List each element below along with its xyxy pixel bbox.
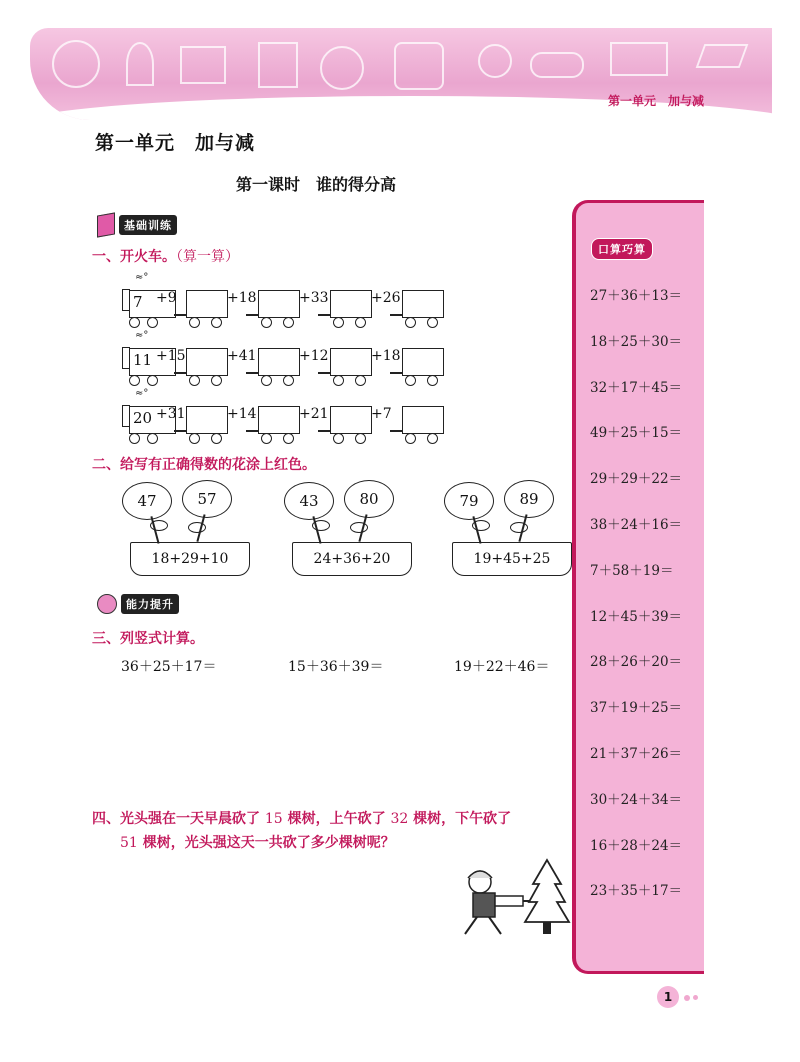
book-icon (180, 46, 226, 84)
section-improve (97, 594, 179, 614)
flower-right-number: 57 (197, 490, 217, 508)
q4-text-c: 棵树，下午砍了 (413, 811, 512, 827)
wheel-icon (355, 375, 366, 386)
sidebar-exercise: 32＋17＋45＝ (590, 379, 683, 396)
train-car-answer-box[interactable] (402, 348, 444, 376)
train-operator: +12 (299, 348, 329, 364)
q3-expr-2: 15＋36＋39＝ (288, 659, 384, 675)
wheel-icon (211, 317, 222, 328)
wheel-icon (261, 433, 272, 444)
wheel-icon (427, 375, 438, 386)
train-car-answer-box[interactable] (186, 348, 228, 376)
train-row (121, 272, 451, 322)
sidebar-exercise: 16＋28＋24＝ (590, 837, 683, 854)
q3-expr-1: 36＋25＋17＝ (121, 659, 217, 675)
train-car-answer-box[interactable] (330, 406, 372, 434)
smoke-icon: ≈° (135, 272, 149, 283)
wheel-icon (405, 375, 416, 386)
train-car-answer-box[interactable] (258, 290, 300, 318)
train-start-number: 11 (133, 351, 153, 369)
wheel-icon (129, 375, 140, 386)
sidebar-exercise: 18＋25＋30＝ (590, 333, 683, 350)
magnifier-icon (478, 44, 512, 78)
mental-math-sidebar (572, 200, 704, 974)
train-start-number: 7 (133, 293, 143, 311)
sidebar-exercise: 12＋45＋39＝ (590, 608, 683, 625)
train-start-number: 20 (133, 409, 153, 427)
train-car-answer-box[interactable] (402, 406, 444, 434)
flower-left[interactable] (444, 482, 494, 520)
train-operator: +26 (371, 290, 401, 306)
sidebar-exercise: 38＋24＋16＝ (590, 517, 683, 533)
graduation-cap-icon (696, 44, 749, 68)
wheel-icon (333, 433, 344, 444)
wheel-icon (129, 433, 140, 444)
wheel-icon (427, 433, 438, 444)
books-icon (97, 212, 115, 237)
flower-left[interactable] (122, 482, 172, 520)
q4-line1 (92, 808, 562, 828)
flower-pot-expression (292, 542, 412, 576)
train-car-answer-box[interactable] (330, 348, 372, 376)
helmet-icon (468, 871, 492, 878)
q4-text-a: 四、光头强在一天早晨砍了 (92, 811, 260, 827)
wheel-icon (189, 375, 200, 386)
q4-line2 (120, 832, 395, 852)
unit-title: 第一单元 加与减 (95, 132, 256, 154)
glasses-icon (530, 52, 584, 78)
sidebar-exercise: 37＋19＋25＝ (590, 700, 683, 717)
train-car-answer-box[interactable] (186, 290, 228, 318)
q4-number-1: 15 (264, 811, 283, 827)
flower-right[interactable] (344, 480, 394, 518)
compass-icon (126, 42, 154, 86)
flower-left-number: 79 (459, 492, 479, 510)
wheel-icon (405, 433, 416, 444)
leaf-icon (350, 522, 368, 533)
train-operator: +21 (299, 406, 329, 422)
page-number: 1 (657, 986, 679, 1008)
train-operator: +14 (227, 406, 257, 422)
wheel-icon (355, 317, 366, 328)
wheel-icon (333, 317, 344, 328)
sidebar-exercise: 28＋26＋20＝ (590, 654, 683, 671)
train-car-answer-box[interactable] (402, 290, 444, 318)
flower-pot-text: 24+36+20 (313, 551, 391, 567)
lesson-title: 第一课时 谁的得分高 (236, 175, 397, 194)
train-operator: +9 (156, 290, 177, 306)
wheel-icon (355, 433, 366, 444)
alarm-clock-icon (320, 46, 364, 90)
leaf-icon (150, 520, 168, 531)
notebook-icon (258, 42, 298, 88)
q3-expr-3: 19＋22＋46＝ (454, 659, 550, 675)
leaf-icon (510, 522, 528, 533)
wheel-icon (333, 375, 344, 386)
sidebar-exercise: 27＋36＋13＝ (590, 288, 683, 304)
flower-right[interactable] (504, 480, 554, 518)
sidebar-exercise: 7＋58＋19＝ (590, 562, 674, 579)
wheel-icon (427, 317, 438, 328)
leaf-icon (312, 520, 330, 531)
section-improve-badge: 能力提升 (121, 594, 179, 614)
q1-hint: （算一算） (176, 249, 239, 265)
train-row (121, 388, 451, 438)
flower-pot-expression (452, 542, 572, 576)
sidebar-exercise: 21＋37＋26＝ (590, 746, 683, 762)
train-operator: +18 (371, 348, 401, 364)
section-basic (97, 214, 177, 236)
wheel-icon (129, 317, 140, 328)
sidebar-exercise: 23＋35＋17＝ (590, 883, 683, 900)
q4-number-2: 32 (390, 811, 409, 827)
train-operator: +41 (227, 348, 257, 364)
sidebar-exercise: 30＋24＋34＝ (590, 791, 683, 808)
wheel-icon (211, 433, 222, 444)
train-car-answer-box[interactable] (258, 348, 300, 376)
sidebar-exercise: 29＋29＋22＝ (590, 471, 683, 488)
schoolbag-icon (394, 42, 444, 90)
flower-right[interactable] (182, 480, 232, 518)
train-car-answer-box[interactable] (330, 290, 372, 318)
lumberjack-body (473, 893, 495, 917)
smoke-icon: ≈° (135, 330, 149, 341)
wheel-icon (283, 375, 294, 386)
page-dot (693, 995, 698, 1000)
tree-trunk (543, 922, 551, 934)
train-operator: +31 (156, 406, 186, 422)
q3-title: 三、列竖式计算。 (92, 631, 204, 647)
open-book-icon (610, 42, 668, 76)
globe-icon (52, 40, 100, 88)
wheel-icon (283, 317, 294, 328)
wheel-icon (189, 317, 200, 328)
q4-text-line2: 棵树，光头强这天一共砍了多少棵树呢？ (142, 835, 395, 851)
sidebar-badge: 口算巧算 (591, 238, 653, 260)
flower-right-number: 80 (359, 490, 379, 508)
wheel-icon (405, 317, 416, 328)
flower-pot-text: 19+45+25 (473, 551, 551, 567)
section-basic-badge: 基础训练 (119, 215, 177, 235)
train-operator: +15 (156, 348, 186, 364)
chainsaw-icon (495, 896, 523, 906)
train-operator: +18 (227, 290, 257, 306)
q1-title-text: 一、开火车。 (92, 249, 176, 265)
leaf-icon (188, 522, 206, 533)
flower-right-number: 89 (519, 490, 539, 508)
smoke-icon: ≈° (135, 388, 149, 399)
flower-left[interactable] (284, 482, 334, 520)
q4-text-b: 棵树，上午砍了 (287, 811, 386, 827)
flower-pot-text: 18+29+10 (151, 551, 229, 567)
wheel-icon (147, 317, 158, 328)
flower-pot-expression (130, 542, 250, 576)
spring-icon (97, 594, 117, 614)
flower-left-number: 47 (137, 492, 157, 510)
wheel-icon (189, 433, 200, 444)
wheel-icon (261, 317, 272, 328)
q2-title: 二、给写有正确得数的花涂上红色。 (92, 457, 316, 473)
header-unit-label: 第一单元 加与减 (608, 94, 705, 108)
wheel-icon (147, 433, 158, 444)
wheel-icon (211, 375, 222, 386)
flower-left-number: 43 (299, 492, 319, 510)
wheel-icon (261, 375, 272, 386)
page-dot (684, 995, 690, 1001)
train-operator: +33 (299, 290, 329, 306)
leaf-icon (472, 520, 490, 531)
q4-number-3: 51 (120, 835, 138, 851)
wheel-icon (283, 433, 294, 444)
pine-tree-icon (525, 860, 569, 922)
train-car-answer-box[interactable] (258, 406, 300, 434)
train-operator: +7 (371, 406, 392, 422)
sidebar-exercise: 49＋25＋15＝ (590, 425, 683, 442)
train-car-answer-box[interactable] (186, 406, 228, 434)
wheel-icon (147, 375, 158, 386)
q1-title (92, 246, 239, 266)
lumberjack-illustration (455, 858, 575, 940)
train-row (121, 330, 451, 380)
